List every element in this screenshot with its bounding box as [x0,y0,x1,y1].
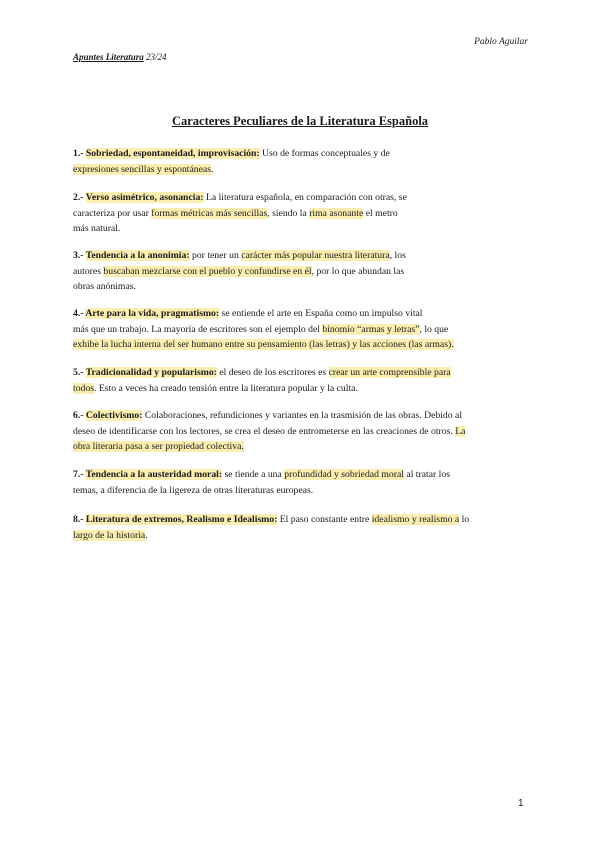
body-text: , por lo que abundan las [311,265,405,277]
section-heading-text: Arte para la vida, pragmatismo: [85,308,220,319]
school-year: 23/24 [146,52,167,62]
body-text: Colaboraciones, refundiciones y variantes en la trasmisión de las obras. Debido al [142,410,463,421]
body-text: caracteriza por usar [73,207,152,219]
body-text: . [145,529,148,541]
section-heading [73,367,217,378]
body-text: El paso constante entre [277,514,372,525]
section-heading [73,469,222,480]
section-number: 1.- [73,148,86,159]
section-number: 8.- [73,514,86,525]
highlighted-text: formas métricas más sencillas [151,207,268,219]
body-text: deseo de identificarse con los lectores, se crea el deseo de entrometerse en las creaciones de otros. [73,425,456,437]
section-heading-text: Verso asimétrico, asonancia: [85,192,204,203]
highlighted-text: largo de la historia [73,529,146,541]
body-text: autores [73,265,104,277]
section-number: 4.- [73,308,86,319]
body-text: , los [389,250,406,261]
body-text: . [211,163,214,175]
section-heading [73,410,142,421]
highlighted-text: La [455,425,466,437]
section-heading [73,148,260,159]
section-3 [73,248,533,295]
highlighted-text: buscaban mezclarse con el pueblo y confundirse en él [103,265,312,277]
section-number: 6.- [73,410,86,421]
section-heading [73,192,204,203]
body-text: . Esto a veces ha creado tensión entre la literatura popular y la culta. [94,382,358,394]
body-text: , siendo la [267,207,310,219]
highlighted-text: binomio “armas y letras” [322,323,420,335]
body-text: más natural. [73,223,121,235]
page-number: 1 [518,798,524,809]
body-text: , lo que [419,323,449,335]
body-text: Uso de formas conceptuales y de [259,148,390,159]
section-heading-text: Tendencia a la austeridad moral: [85,469,223,480]
body-text: se entiende el arte en España como un impulso vital [219,308,423,319]
highlighted-text: carácter más popular nuestra literatura [241,250,390,261]
body-text: se tiende a una [222,469,285,480]
body-text: temas, a diferencia de la ligereza de otras literaturas europeas. [73,484,314,496]
section-number: 7.- [73,469,86,480]
body-text: el metro [363,207,398,219]
highlighted-text: profundidad y sobriedad moral [284,469,404,480]
highlighted-text: idealismo y realismo a [371,514,460,525]
body-text: La literatura española, en comparación con otras, se [203,192,407,203]
section-heading [73,250,190,261]
section-number: 5.- [73,367,86,378]
section-7 [73,467,533,498]
section-number: 3.- [73,250,86,261]
highlighted-text: todos [73,382,94,394]
body-text: obras anónimas. [73,281,136,293]
section-heading-text: Literatura de extremos, Realismo e Idealismo: [85,514,278,525]
document-header [73,52,167,62]
subject-label: Apuntes Literatura [73,52,144,62]
section-2 [73,190,533,237]
highlighted-text: obra literaria pasa a ser propiedad colectiva. [73,441,244,453]
section-heading [73,308,219,319]
section-4 [73,306,533,353]
section-number: 2.- [73,192,86,203]
section-heading-text: Tradicionalidad y popularismo: [85,367,217,378]
body-text: al tratar los [403,469,450,480]
author-name: Pablo Aguilar [474,37,528,47]
section-5 [73,365,533,396]
section-heading-text: Sobriedad, espontaneidad, improvisación: [85,148,260,159]
section-6 [73,408,533,455]
body-text: lo [459,514,470,525]
highlighted-text: expresiones sencillas y espontáneas [73,163,212,175]
section-heading [73,514,277,525]
section-heading-text: Colectivismo: [85,410,143,421]
section-1 [73,146,533,177]
highlighted-text: exhibe la lucha interna del ser humano entre su pensamiento (las letras) y las acciones (las armas). [73,339,454,351]
document-title: Caracteres Peculiares de la Literatura Española [171,114,429,128]
body-text: más que un trabajo. La mayoría de escritores son el ejemplo del [73,323,323,335]
highlighted-text: crear un arte comprensible para [328,367,451,378]
body-text: por tener un [189,250,242,261]
body-text: el deseo de los escritores es [216,367,329,378]
section-heading-text: Tendencia a la anonimia: [85,250,190,261]
highlighted-text: rima asonante [309,207,364,219]
section-8 [73,512,533,543]
